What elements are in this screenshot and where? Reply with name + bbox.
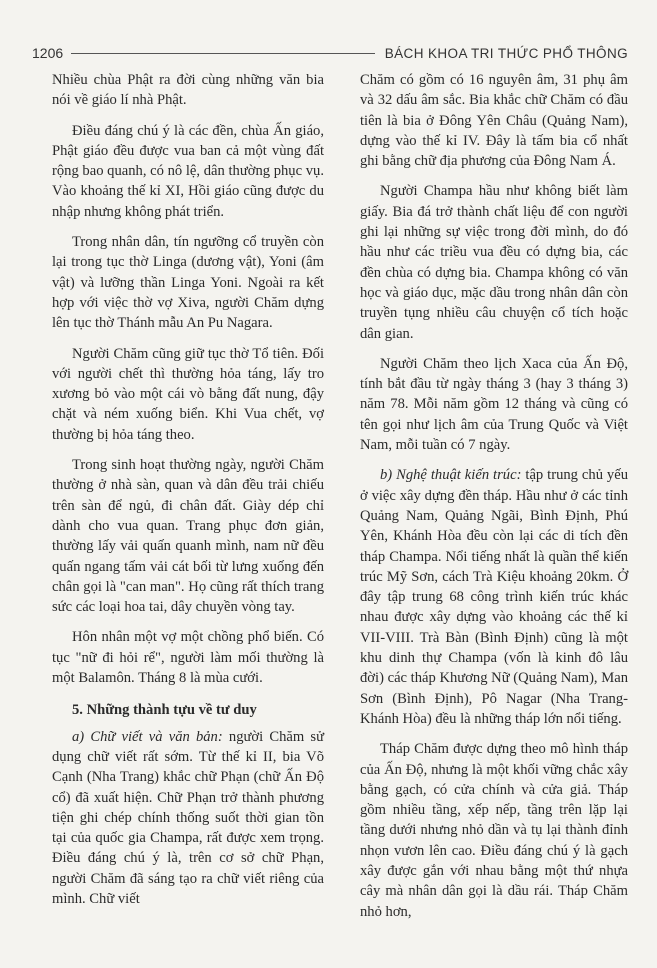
subsection-lead: a) Chữ viết và văn bản: xyxy=(72,728,223,745)
page-number: 1206 xyxy=(32,45,64,61)
right-column xyxy=(360,70,628,932)
paragraph xyxy=(52,727,324,910)
paragraph: Tháp Chăm được dựng theo mô hình tháp của Ấn Độ, nhưng là một khối vững chắc xây bằng gạch, có cửa chính và cửa giả. Tháp gồm nhiều tầng, xếp nếp, tầng trên lặp lại tầng dưới nhưng nhỏ dần và tụ lại thành đỉnh nhọn vươn lên cao. Điều đáng chú ý là gạch xây được gắn với nhau bằng một thứ nhựa cây mà nhân dân gọi là dầu rái. Tháp Chăm nhỏ hơn, xyxy=(360,741,628,920)
paragraph-text: người Chăm sử dụng chữ viết rất sớm. Từ thế kỉ II, bia Võ Cạnh (Nha Trang) khắc chữ Phạn (chữ Ấn Độ cổ) đã xuất hiện. Chữ Phạn trở thành phương tiện ghi chép chính thống suốt thời gian tồn tại của quốc gia Champa, rất được xem trọng. Điều đáng chú ý là, trên cơ sở chữ Phạn, người Chăm đã sáng tạo ra chữ viết riêng của mình. Chữ viết xyxy=(52,728,324,907)
book-title: BÁCH KHOA TRI THỨC PHỔ THÔNG xyxy=(384,45,628,61)
paragraph: Trong nhân dân, tín ngưỡng cổ truyền còn lại trong tục thờ Linga (dương vật), Yoni (âm vật) và lưỡng thần Linga Yoni. Ngoài ra kết hợp với việc thờ vợ Xiva, người Chăm dựng lên tục thờ Thánh mẫu An Pu Nagara. xyxy=(52,234,324,332)
paragraph xyxy=(360,465,628,729)
paragraph: Người Chăm theo lịch Xaca của Ấn Độ, tính bắt đầu từ ngày tháng 3 (hay 3 tháng 3) năm 78. Mỗi năm gồm 12 tháng và cũng có tên gọi như lịch âm của Trung Quốc và Việt Nam, mỗi tuần có 7 ngày. xyxy=(360,355,628,454)
section-heading: 5. Những thành tựu về tư duy xyxy=(72,702,257,719)
header-rule xyxy=(71,53,375,54)
paragraph: Hôn nhân một vợ một chồng phổ biến. Có tục "nữ đi hỏi rể", người làm mối thường là một Balamôn. Tháng 8 là mùa cưới. xyxy=(52,629,324,687)
paragraph: Người Chăm cũng giữ tục thờ Tổ tiên. Đối với người chết thì thường hỏa táng, lấy tro xương bỏ vào một cái vò bằng đất nung, đậy chặt và ném xuống biển. Khi Vua chết, vợ thường bị hỏa táng theo. xyxy=(52,345,324,443)
subsection-lead: b) Nghệ thuật kiến trúc: xyxy=(380,467,522,484)
left-column xyxy=(52,70,324,919)
paragraph-text: tập trung chủ yếu ở việc xây dựng đền tháp. Hầu như ở các tỉnh Quảng Nam, Quảng Ngãi, Bình Định, Phú Yên, Khánh Hòa đều còn lại các di tích đền tháp Champa. Nổi tiếng nhất là quần thể kiến trúc Mỹ Sơn, cách Trà Kiệu khoảng 20km. Ở đây tập trung 68 công trình kiến trúc khác nhau được xây dựng vào khoảng các thế kỉ VII-VIII. Trà Bàn (Bình Định) cũng là một khu dinh thự Champa (vốn là kinh đô lâu đời) các tháp Khương Nữ (Quảng Nam), Man Sơn (Bình Định), Pô Nagar (Nha Trang-Khánh Hòa) đều là những tháp lớn nổi tiếng. xyxy=(360,467,629,727)
paragraph: Điều đáng chú ý là các đền, chùa Ấn giáo, Phật giáo đều được vua ban cả một vùng đất rộng bao quanh, có nô lệ, dân thường phục vụ. Vào khoảng thế kỉ XI, Hồi giáo cũng được du nhập nhưng không phát triển. xyxy=(52,122,324,220)
paragraph: Người Champa hầu như không biết làm giấy. Bia đá trở thành chất liệu để con người ghi lại những sự việc trong đời mình, do đó hầu như các triều vua đều có dựng bia, các đền chùa có dựng bia. Champa không có văn học và giáo dục, mặc dầu trong nhân dân còn truyền tụng nhiều câu chuyện cổ tích hoặc dân gian. xyxy=(360,183,628,342)
paragraph: Chăm có gồm có 16 nguyên âm, 31 phụ âm và 32 dấu âm sắc. Bia khắc chữ Chăm có đầu tiên là bia ở Đông Yên Châu (Quảng Nam), dựng vào thế kỉ IV. Đây là tấm bia cổ nhất ghi bằng chữ địa phương của Đông Nam Á. xyxy=(360,72,628,170)
running-header xyxy=(32,42,628,64)
paragraph: Trong sinh hoạt thường ngày, người Chăm thường ở nhà sàn, quan và dân đều trải chiếu trên sàn để ngủ, đi chân đất. Giày dép chỉ dành cho vua quan. Trang phục đơn giản, thường lấy vải quấn quanh mình, nam nữ đều quấn ngang tấm vải cát bối từ lưng xuống đến chân gọi là "can man". Họ cũng rất thích trang sức các loại hoa tai, dây chuyền vòng tay. xyxy=(52,457,324,616)
paragraph: Nhiều chùa Phật ra đời cùng những văn bia nói về giáo lí nhà Phật. xyxy=(52,72,324,109)
